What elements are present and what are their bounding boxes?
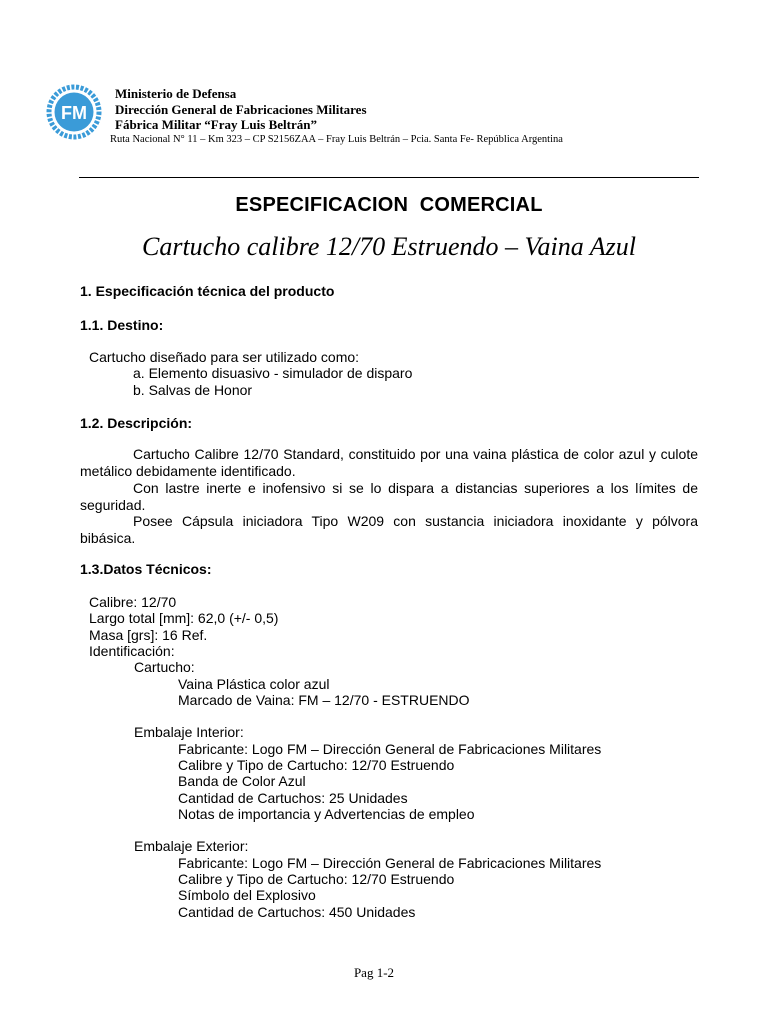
embalaje-exterior-item: Calibre y Tipo de Cartucho: 12/70 Estruendo xyxy=(178,871,455,887)
document-title: ESPECIFICACION COMERCIAL xyxy=(235,194,543,216)
header-direction: Dirección General de Fabricaciones Militares xyxy=(115,101,367,117)
embalaje-exterior-item: Cantidad de Cartuchos: 450 Unidades xyxy=(178,904,416,920)
embalaje-exterior-item: Símbolo del Explosivo xyxy=(178,887,316,903)
section-1-heading: 1. Especificación técnica del producto xyxy=(80,283,335,299)
datos-line: Masa [grs]: 16 Ref. xyxy=(89,627,208,643)
cartucho-item: Marcado de Vaina: FM – 12/70 - ESTRUENDO xyxy=(178,692,470,708)
cartucho-item: Vaina Plástica color azul xyxy=(178,676,330,692)
fm-logo xyxy=(46,84,102,140)
header-divider xyxy=(79,177,699,178)
embalaje-exterior-label: Embalaje Exterior: xyxy=(134,838,249,854)
datos-line: Identificación: xyxy=(89,643,175,659)
descripcion-paragraph: Posee Cápsula iniciadora Tipo W209 con sustancia iniciadora inoxidante y pólvora bibásica. xyxy=(80,513,698,546)
embalaje-interior-item: Calibre y Tipo de Cartucho: 12/70 Estruendo xyxy=(178,757,455,773)
embalaje-exterior-item: Fabricante: Logo FM – Dirección General de Fabricaciones Militares xyxy=(178,855,602,871)
header-factory: Fábrica Militar “Fray Luis Beltrán” xyxy=(115,117,317,132)
destino-heading: 1.1. Destino: xyxy=(80,317,164,333)
page-number: Pag 1-2 xyxy=(353,965,395,980)
descripcion-paragraph: Con lastre inerte e inofensivo si se lo dispara a distancias superiores a los límites de seguridad. xyxy=(80,480,698,513)
cartucho-label: Cartucho: xyxy=(134,659,195,675)
embalaje-interior-item: Fabricante: Logo FM – Dirección General de Fabricaciones Militares xyxy=(178,741,602,757)
embalaje-interior-item: Notas de importancia y Advertencias de empleo xyxy=(178,806,475,822)
destino-item: b. Salvas de Honor xyxy=(133,382,253,398)
descripcion-heading: 1.2. Descripción: xyxy=(80,415,193,431)
header-address: Ruta Nacional N° 11 – Km 323 – CP S2156ZAA – Fray Luis Beltrán – Pcia. Santa Fe- República Argentina xyxy=(110,134,563,145)
datos-heading: 1.3.Datos Técnicos: xyxy=(80,561,212,577)
document-subtitle: Cartucho calibre 12/70 Estruendo – Vaina Azul xyxy=(142,232,636,261)
descripcion-paragraph: Cartucho Calibre 12/70 Standard, constituido por una vaina plástica de color azul y culote metálico debidamente identificado. xyxy=(80,446,698,479)
logo-text: FM xyxy=(61,103,87,123)
datos-line: Largo total [mm]: 62,0 (+/- 0,5) xyxy=(89,610,279,626)
header-ministry: Ministerio de Defensa xyxy=(115,86,237,101)
header-institution-block xyxy=(115,86,367,133)
datos-line: Calibre: 12/70 xyxy=(89,594,177,610)
embalaje-interior-item: Cantidad de Cartuchos: 25 Unidades xyxy=(178,790,408,806)
destino-item: a. Elemento disuasivo - simulador de disparo xyxy=(133,365,413,381)
embalaje-interior-label: Embalaje Interior: xyxy=(134,724,244,740)
embalaje-interior-item: Banda de Color Azul xyxy=(178,773,306,789)
destino-intro: Cartucho diseñado para ser utilizado como: xyxy=(89,349,360,365)
